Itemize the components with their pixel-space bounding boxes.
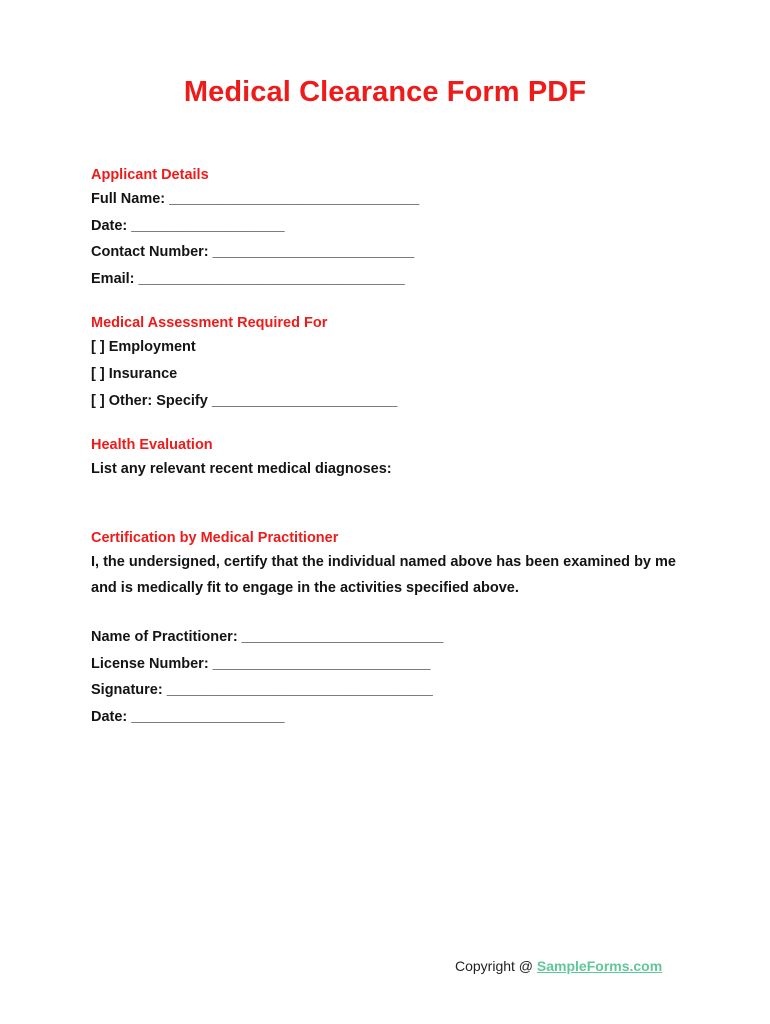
health-evaluation-heading: Health Evaluation [91, 437, 213, 454]
form-body [91, 164, 691, 730]
applicant-details-heading: Applicant Details [91, 167, 209, 183]
employment-checkbox-option: [ ] Employment [91, 339, 196, 356]
copyright-prefix: Copyright @ [455, 958, 537, 974]
insurance-checkbox-option: [ ] Insurance [91, 365, 178, 382]
email-field: Email: _________________________________ [91, 270, 405, 287]
other-checkbox-option: [ ] Other: Specify _______________________ [91, 392, 398, 409]
copyright-footer [455, 958, 662, 974]
certification-heading: Certification by Medical Practitioner [91, 529, 339, 546]
brand-link[interactable]: SampleForms.com [536, 958, 663, 974]
diagnoses-prompt: List any relevant recent medical diagnoses: [91, 461, 392, 478]
license-number-field: License Number: ___________________________ [91, 655, 431, 672]
full-name-field: Full Name: _______________________________ [91, 191, 420, 207]
signature-field: Signature: _________________________________ [91, 682, 433, 699]
certification-date-field: Date: ___________________ [91, 708, 285, 725]
practitioner-name-field: Name of Practitioner: _________________________ [91, 628, 444, 645]
contact-number-field: Contact Number: _________________________ [91, 244, 415, 261]
certification-statement: I, the undersigned, certify that the individual named above has been examined by me and is medically fit to engage in the activities specified above. [91, 553, 676, 597]
date-field: Date: ___________________ [91, 217, 285, 234]
assessment-heading: Medical Assessment Required For [91, 315, 328, 332]
page-title: Medical Clearance Form PDF [183, 76, 587, 108]
